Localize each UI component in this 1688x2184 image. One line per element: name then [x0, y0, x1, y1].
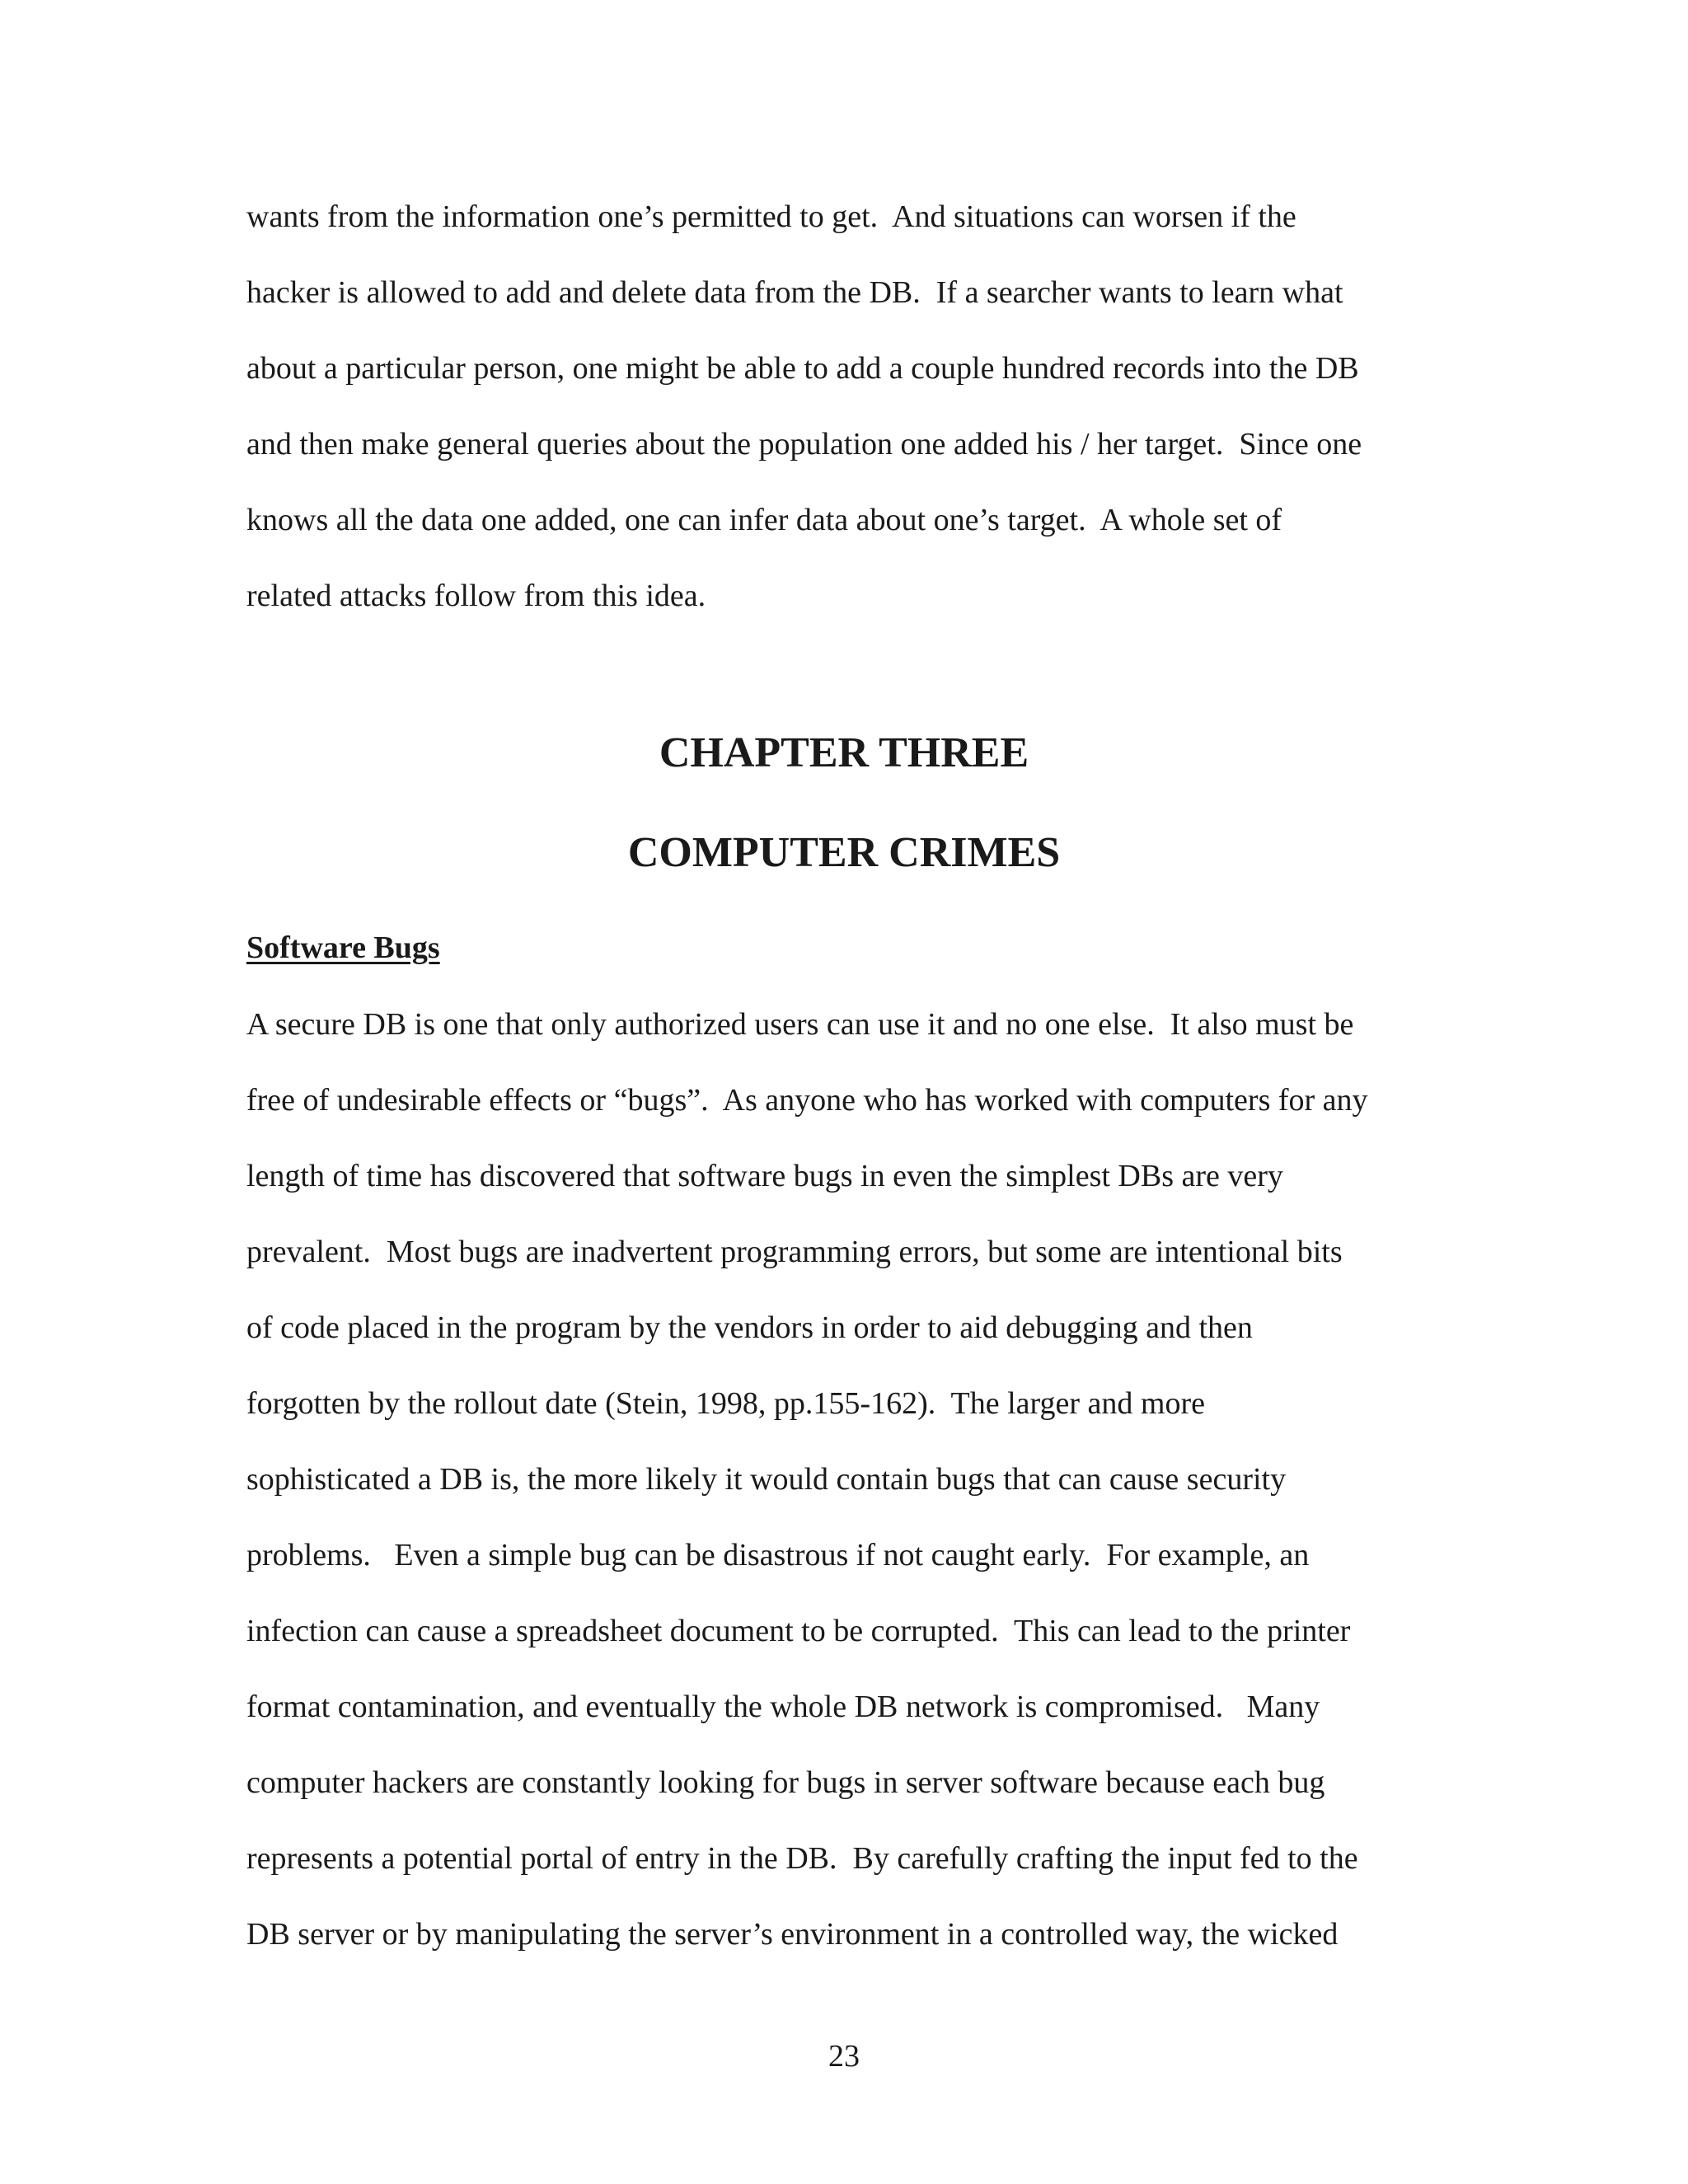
- text-line: wants from the information one’s permitted to get. And situations can worsen if the: [246, 199, 1296, 234]
- text-line: DB server or by manipulating the server’s environment in a controlled way, the wicked: [246, 1917, 1339, 1952]
- text-line: of code placed in the program by the vendors in order to aid debugging and then: [246, 1310, 1253, 1345]
- chapter-number-title: CHAPTER THREE: [659, 729, 1029, 776]
- text-line: represents a potential portal of entry in the DB. By carefully crafting the input fed to the: [246, 1841, 1358, 1876]
- text-line: infection can cause a spreadsheet document to be corrupted. This can lead to the printer: [246, 1614, 1351, 1648]
- text-line: forgotten by the rollout date (Stein, 1998, pp.155-162). The larger and more: [246, 1386, 1205, 1421]
- text-line: sophisticated a DB is, the more likely it would contain bugs that can cause security: [246, 1462, 1287, 1497]
- text-line: computer hackers are constantly looking for bugs in server software because each bug: [246, 1765, 1325, 1800]
- text-line: knows all the data one added, one can infer data about one’s target. A whole set of: [246, 503, 1282, 537]
- text-line: hacker is allowed to add and delete data from the DB. If a searcher wants to learn what: [246, 275, 1343, 310]
- text-line: about a particular person, one might be able to add a couple hundred records into the DB: [246, 351, 1359, 386]
- text-line: A secure DB is one that only authorized users can use it and no one else. It also must be: [246, 1007, 1354, 1042]
- text-line: problems. Even a simple bug can be disastrous if not caught early. For example, an: [246, 1538, 1310, 1572]
- text-line: format contamination, and eventually the whole DB network is compromised. Many: [246, 1690, 1320, 1724]
- text-line: related attacks follow from this idea.: [246, 579, 706, 613]
- text-line: prevalent. Most bugs are inadvertent programming errors, but some are intentional bits: [246, 1235, 1343, 1269]
- chapter-title: COMPUTER CRIMES: [627, 829, 1061, 876]
- text-line: length of time has discovered that software bugs in even the simplest DBs are very: [246, 1159, 1283, 1193]
- text-line: and then make general queries about the population one added his / her target. Since one: [246, 427, 1362, 462]
- text-line: free of undesirable effects or “bugs”. As anyone who has worked with computers for any: [246, 1083, 1368, 1118]
- page-number: 23: [828, 2039, 860, 2074]
- section-heading: Software Bugs: [246, 930, 440, 965]
